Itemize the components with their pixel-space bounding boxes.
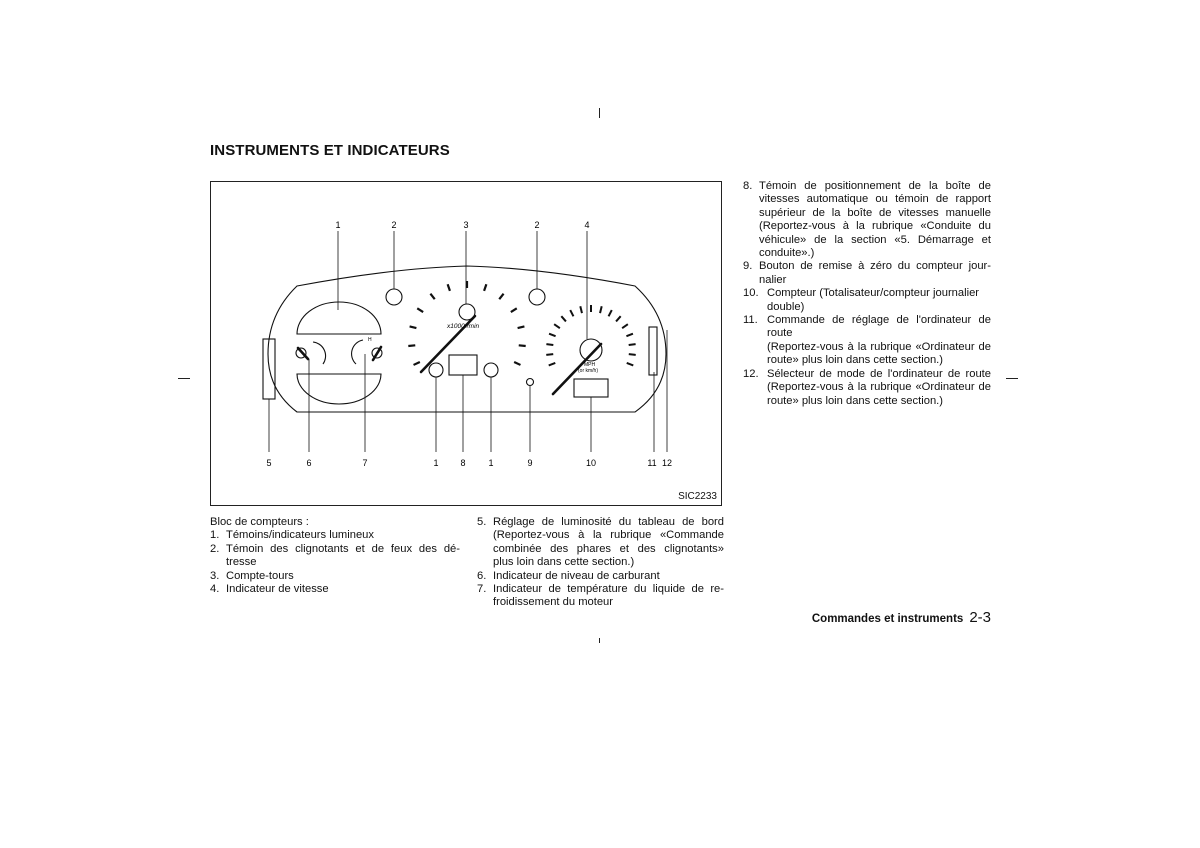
caption-item-line: tresse: [226, 556, 257, 569]
callout-bottom-1a: 1: [433, 458, 439, 468]
caption-item: [477, 583, 724, 610]
section-name: Commandes et instruments: [811, 613, 964, 625]
callout-top-1: 1: [335, 220, 341, 230]
speed-tick-9: [600, 306, 602, 313]
caption-item-number: 8.: [743, 180, 753, 192]
caption-item-line: Témoin de positionnement de la boîte de: [759, 180, 991, 192]
tachometer-label: x1000r/min: [447, 323, 480, 330]
caption-item-number: 4.: [210, 583, 220, 596]
speed-tick-2: [546, 344, 553, 345]
callout-bottom-6: 6: [306, 458, 312, 468]
callout-bottom-12: 12: [661, 458, 673, 468]
tach-tick-5: [448, 284, 450, 291]
caption-item-line: Indicateur de température du liquide de re-: [493, 583, 724, 596]
caption-item-line: double): [767, 300, 805, 313]
speedometer-ticks: [546, 305, 635, 365]
caption-item-line: Sélecteur de mode de l'ordinateur de route: [767, 367, 991, 380]
callout-top-4: 4: [584, 220, 590, 230]
caption-item-line: Indicateur de niveau de carburant: [493, 569, 660, 582]
caption-item-line: conduite».): [759, 247, 815, 260]
caption-right-column: [743, 180, 991, 408]
caption-item-line: Témoin des clignotants et de feux des dé-: [226, 542, 460, 555]
tach-tick-11: [519, 345, 526, 346]
speed-tick-10: [609, 310, 612, 316]
caption-item-line: route» plus loin dans cette section.): [767, 354, 943, 367]
speed-tick-1: [546, 354, 553, 355]
speedometer-label: MPH: [584, 362, 596, 368]
caption-item-number: 3.: [210, 569, 220, 582]
caption-item: [477, 516, 724, 570]
caption-item-line: (Reportez-vous à la rubrique «Ordinateur de: [767, 381, 991, 394]
caption-item-line: route» plus loin dans cette section.): [767, 394, 943, 407]
shift-indicator-window: [449, 355, 477, 375]
caption-item-text: [767, 368, 991, 408]
callout-top-2b: 2: [534, 220, 540, 230]
tach-tick-4: [430, 294, 434, 299]
caption-item-line: Bouton de remise à zéro du compteur jour-: [759, 260, 991, 273]
caption-item-number: 10.: [743, 287, 759, 300]
caption-item-line: Compteur (Totalisateur/compteur journalier: [767, 287, 980, 300]
caption-item-text: [767, 314, 991, 368]
caption-middle-column: [477, 516, 724, 610]
speed-tick-14: [629, 344, 636, 345]
warning-lamp-1a: [429, 363, 443, 377]
speed-tick-6: [570, 310, 573, 316]
caption-item-text: [767, 287, 991, 314]
crop-mark-left: [178, 378, 190, 379]
tach-tick-1: [408, 345, 415, 346]
callout-top-3: 3: [463, 220, 469, 230]
caption-item-number: 1.: [210, 529, 220, 542]
crop-mark-bottom: [599, 638, 600, 643]
caption-item: [743, 180, 991, 260]
tach-tick-0: [414, 362, 420, 365]
tach-tick-7: [484, 284, 486, 291]
crop-mark-right: [1006, 378, 1018, 379]
callout-bottom-1b: 1: [488, 458, 494, 468]
caption-item: [210, 543, 460, 570]
tach-tick-8: [499, 294, 503, 299]
caption-item-line: vitesses automatique ou témoin de rapport: [759, 193, 991, 206]
caption-item: [743, 314, 991, 368]
caption-item: [210, 570, 460, 583]
tach-tick-2: [410, 326, 417, 328]
crop-mark-top: [599, 108, 600, 118]
caption-left-column: [210, 516, 460, 596]
left-gauge-panel-lower: [297, 374, 381, 404]
speed-tick-11: [616, 316, 621, 321]
speed-tick-15: [629, 354, 636, 355]
turn-signal-lamp-right: [529, 289, 545, 305]
page-number: 2-3: [969, 609, 991, 626]
caption-intro: Bloc de compteurs :: [210, 516, 309, 528]
speed-tick-0: [549, 363, 556, 365]
speed-tick-13: [626, 334, 633, 337]
tach-tick-3: [417, 308, 423, 312]
callout-bottom-8: 8: [460, 458, 466, 468]
caption-item-line: Indicateur de vitesse: [226, 583, 329, 596]
caption-item-text: [493, 570, 724, 583]
caption-item-number: 6.: [477, 569, 487, 582]
caption-item-number: 5.: [477, 516, 487, 528]
caption-item-line: froidissement du moteur: [493, 596, 614, 609]
temp-gauge-h-label: H: [368, 337, 372, 343]
left-gauge-panel: [297, 302, 381, 334]
caption-item: [210, 529, 460, 542]
caption-item-line: (Reportez-vous à la rubrique «Ordinateur de: [767, 340, 991, 353]
speedometer-hub: [580, 339, 602, 361]
caption-item-line: Commande de réglage de l'ordinateur de: [767, 314, 991, 327]
caption-item-number: 7.: [477, 583, 487, 596]
instrument-cluster-figure: [210, 181, 722, 506]
page-title: INSTRUMENTS ET INDICATEURS: [210, 142, 450, 159]
caption-item: [477, 570, 724, 583]
caption-item-line: plus loin dans cette section.): [493, 556, 635, 569]
callout-bottom-10: 10: [585, 458, 597, 468]
caption-item: [210, 583, 460, 596]
caption-item-line: supérieur de la boîte de vitesses manuelle: [759, 206, 991, 219]
caption-item-text: [759, 260, 991, 287]
caption-item-line: véhicule» de la section «5. Démarrage et: [759, 233, 991, 246]
caption-item-line: combinée des phares et des clignotants»: [493, 542, 724, 555]
caption-item-line: Réglage de luminosité du tableau de bord: [493, 516, 724, 528]
trip-computer-controls: [649, 327, 657, 375]
caption-item-line: Témoins/indicateurs lumineux: [226, 529, 374, 542]
odometer-window: [574, 379, 608, 397]
caption-item-text: [226, 543, 460, 570]
caption-item-text: [226, 583, 460, 596]
caption-item-text: [226, 570, 460, 583]
warning-lamp-1b: [484, 363, 498, 377]
caption-item-text: [759, 180, 991, 260]
page-footer: [812, 609, 991, 626]
instrument-cluster-drawing: [211, 182, 723, 507]
callout-bottom-5: 5: [266, 458, 272, 468]
caption-item-line: (Reportez-vous à la rubrique «Conduite du: [759, 220, 991, 233]
caption-item-line: Compte-tours: [226, 569, 294, 582]
caption-item-number: 11.: [743, 314, 758, 327]
speed-tick-12: [622, 324, 628, 328]
caption-item-number: 12.: [743, 367, 759, 380]
caption-item: [743, 287, 991, 314]
caption-item-text: [493, 583, 724, 610]
caption-item-line: (Reportez-vous à la rubrique «Commande: [493, 529, 724, 542]
speedometer-label-alt: (or km/h): [578, 368, 598, 374]
callout-bottom-7: 7: [362, 458, 368, 468]
caption-item-text: [226, 529, 460, 542]
callout-top-2a: 2: [391, 220, 397, 230]
caption-item-line: route: [767, 327, 793, 340]
tach-tick-10: [518, 326, 525, 328]
caption-item-number: 2.: [210, 542, 220, 555]
speed-tick-16: [627, 363, 634, 365]
turn-signal-lamp-left: [386, 289, 402, 305]
caption-item-number: 9.: [743, 260, 753, 273]
temp-gauge-arc: [352, 340, 363, 364]
callout-bottom-9: 9: [527, 458, 533, 468]
caption-item-line: nalier: [759, 273, 787, 286]
caption-item-text: [493, 516, 724, 570]
trip-reset-button: [527, 379, 534, 386]
caption-item: [743, 368, 991, 408]
caption-item: [743, 260, 991, 287]
tach-tick-12: [514, 362, 520, 365]
speed-tick-7: [580, 306, 582, 313]
fuel-gauge-arc: [313, 342, 326, 364]
speed-tick-5: [561, 316, 566, 321]
callout-bottom-11: 11: [647, 458, 657, 468]
speed-tick-4: [554, 324, 560, 328]
tach-tick-9: [511, 308, 517, 312]
speed-tick-3: [549, 334, 556, 337]
figure-id: SIC2233: [678, 491, 717, 502]
